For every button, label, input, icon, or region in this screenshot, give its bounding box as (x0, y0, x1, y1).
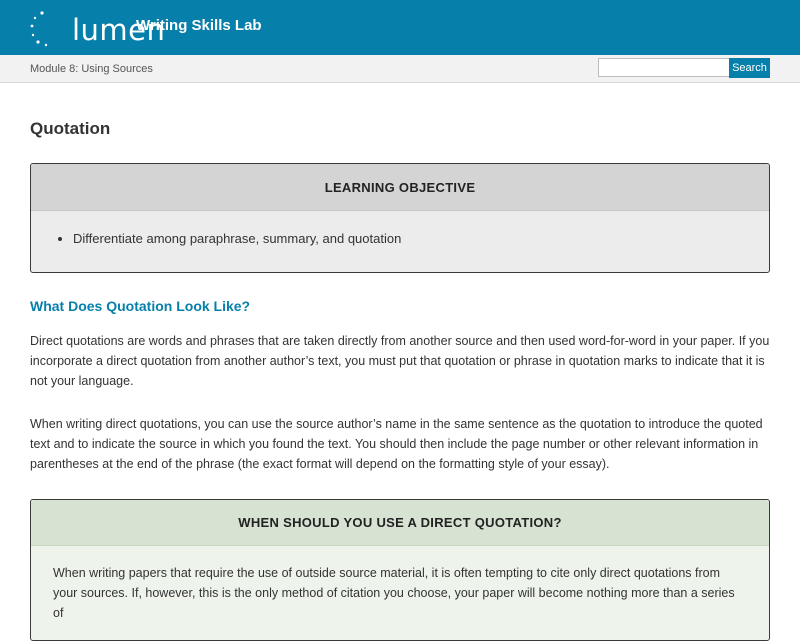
list-item: • Differentiate among paraphrase, summary, and quotation (73, 231, 769, 246)
direct-quotation-box (30, 499, 770, 641)
page-title: Quotation (30, 119, 111, 138)
paragraph: When writing direct quotations, you can use the source author’s name in the same sentence as the quotation to introduce the quoted text and to indicate the source in which you found the text. You should then include the page number or other relevant information in parentheses at the end of the phrase (the exact format will depend on the formatting style of your essay). (30, 417, 763, 471)
app-title[interactable]: Writing Skills Lab (136, 17, 262, 34)
section-heading: What Does Quotation Look Like? (30, 298, 251, 314)
sub-navigation-bar (0, 55, 800, 83)
logo-wordmark: lumen (72, 13, 166, 47)
breadcrumb[interactable]: Module 8: Using Sources (30, 63, 153, 75)
paragraph: Direct quotations are words and phrases that are taken directly from another source and then used word-for-word in your paper. If you incorporate a direct quotation from another author’s text, you must put that quotation or phrase in quotation marks to indicate that it is not your language. (30, 334, 770, 388)
learning-objective-list (31, 231, 769, 246)
logo-dots-icon (28, 8, 72, 48)
learning-objective-heading: LEARNING OBJECTIVE (31, 164, 769, 211)
learning-objective-box (30, 163, 770, 273)
direct-quotation-heading: WHEN SHOULD YOU USE A DIRECT QUOTATION? (31, 500, 769, 546)
search-input[interactable] (598, 58, 730, 77)
top-bar (0, 0, 800, 55)
lumen-logo[interactable] (28, 8, 166, 48)
direct-quotation-body: When writing papers that require the use of outside source material, it is often tempting to cite only direct quotations from your sources. If, however, this is the only method of citation you choose, your paper will become nothing more than a series of (53, 566, 735, 620)
search-button[interactable]: Search (729, 58, 770, 78)
